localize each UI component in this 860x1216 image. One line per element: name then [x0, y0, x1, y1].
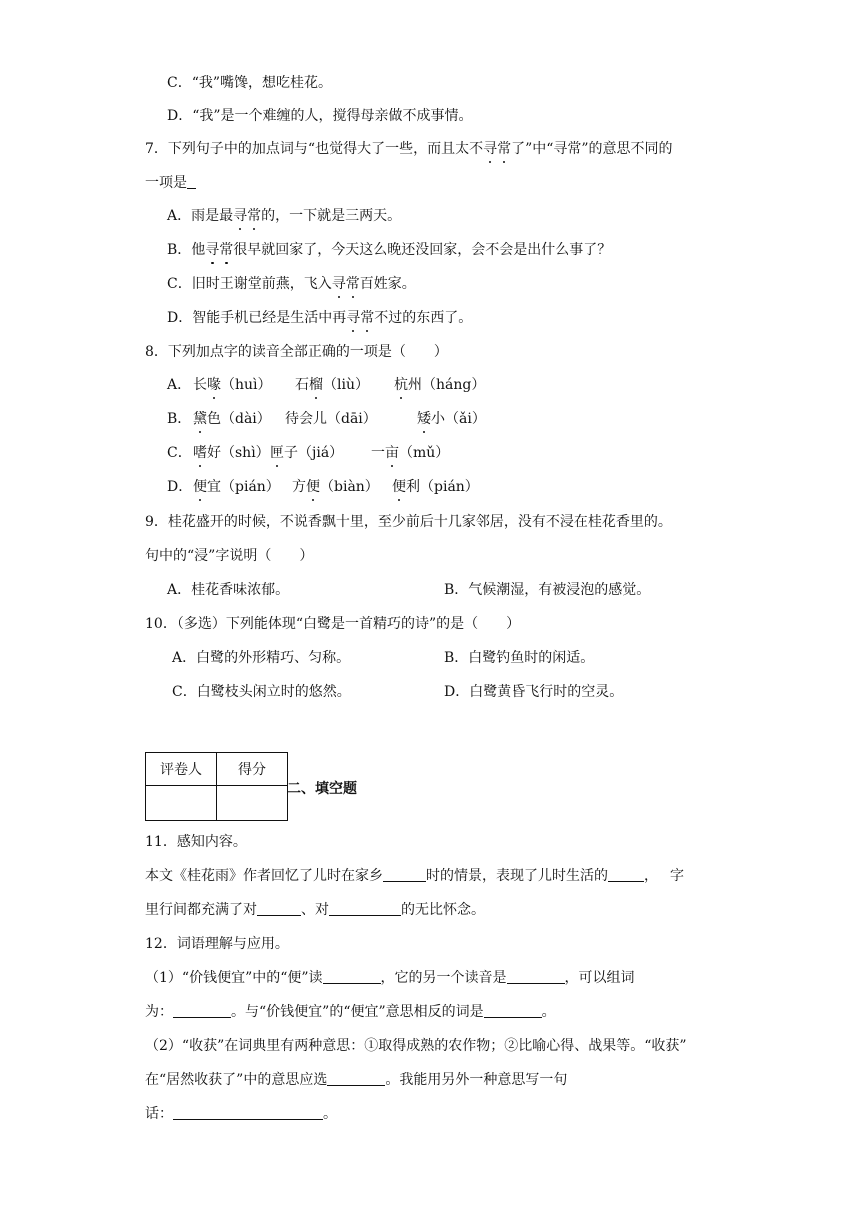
q12-text: 话：: [145, 1106, 173, 1122]
q9-stem-line1: 9．桂花盛开的时候，不说香飘十里，至少前后十几家邻居，没有不浸在桂花香里的。: [145, 514, 672, 530]
dotted-char: 常: [345, 276, 360, 292]
q12-part1-line2: [145, 1002, 556, 1022]
word-char: 石: [295, 377, 309, 393]
q12-text: ，它的另一个读音是: [380, 970, 507, 986]
pinyin: （biàn）: [320, 479, 379, 495]
pinyin: （pián）: [420, 479, 479, 495]
dotted-char: 寻: [483, 141, 498, 157]
q12-part2-line2: [145, 1070, 567, 1090]
dotted-char: 便: [193, 479, 207, 495]
q12-part2-line3: [145, 1104, 337, 1124]
q8-option-d-label: D．: [167, 479, 193, 495]
q12-text: 。与“价钱便宜”的“便宜”意思相反的词是: [231, 1004, 484, 1020]
pinyin: （huì）: [221, 377, 272, 393]
q8-option-b-word2: [285, 409, 377, 429]
pinyin: （háng）: [422, 377, 486, 393]
q7-option-a: [167, 206, 401, 226]
dotted-char: 便: [306, 479, 320, 495]
q10-option-a: A．白鹭的外形精巧、匀称。: [172, 650, 351, 666]
dotted-char: 喙: [207, 377, 221, 393]
q11-text: 、对: [301, 902, 329, 918]
q8-stem: 8．下列加点字的读音全部正确的一项是（ ）: [145, 344, 448, 360]
q11-line2: [145, 900, 485, 920]
q7-stem-line1: [145, 139, 673, 159]
word-char: 宜: [207, 479, 221, 495]
dotted-char: 常: [360, 310, 375, 326]
q10-option-c: C．白鹭枝头闲立时的悠然。: [172, 684, 351, 700]
grading-table: [145, 752, 288, 821]
q9-stem-line2: 句中的“浸”字说明（ ）: [145, 548, 314, 564]
dotted-char: 寻: [346, 310, 361, 326]
answer-blank[interactable]: [383, 867, 426, 882]
q8-option-c-label: C．: [167, 445, 192, 461]
q8-option-c-word2: [270, 443, 343, 463]
word-char: 好: [207, 445, 221, 461]
option-text: 不过的东西了。: [374, 310, 473, 326]
dotted-char: 匣: [270, 445, 284, 461]
dotted-char: 寻: [233, 208, 248, 224]
option-text: C．旧时王谢堂前燕，飞入: [167, 276, 332, 292]
dotted-char: 矮: [417, 411, 431, 427]
q12-text: 。: [541, 1004, 556, 1020]
section-title: 二、填空题: [287, 781, 357, 797]
q11-stem: 11．感知内容。: [145, 834, 247, 850]
q11-text: 本文《桂花雨》作者回忆了儿时在家乡: [145, 868, 383, 884]
answer-blank[interactable]: [507, 969, 565, 984]
q8-option-a-word2: [295, 375, 369, 395]
q8-option-d-word3: [392, 477, 479, 497]
word-char: 一: [371, 445, 385, 461]
q11-text: 里行间都充满了对: [145, 902, 257, 918]
q12-text: ，可以组词: [564, 970, 635, 986]
dotted-char: 便: [392, 479, 406, 495]
q7-option-b: [167, 240, 611, 260]
answer-blank[interactable]: [257, 901, 301, 916]
q8-option-d-word2: [292, 477, 379, 497]
answer-blank[interactable]: [173, 1105, 323, 1120]
word-char: 长: [193, 377, 207, 393]
option-text: 百姓家。: [359, 276, 416, 292]
word-char: 子: [284, 445, 298, 461]
q7-option-d: [167, 308, 472, 328]
q10-option-b: B．白鹭钓鱼时的闲适。: [444, 650, 595, 666]
dotted-char: 常: [247, 208, 262, 224]
reviewer-cell[interactable]: [146, 786, 217, 821]
q11-text: 的无比怀念。: [401, 902, 485, 918]
pinyin: （shì）: [221, 445, 270, 461]
dotted-char: 杭: [394, 377, 408, 393]
answer-blank[interactable]: [173, 1003, 231, 1018]
answer-blank[interactable]: [484, 1003, 542, 1018]
q7-option-c: [167, 274, 416, 294]
dotted-char: 常: [497, 141, 512, 157]
answer-blank[interactable]: [323, 969, 381, 984]
q6-option-c: C．“我”嘴馋，想吃桂花。: [167, 75, 333, 91]
word-char: 待会儿: [285, 411, 327, 427]
option-text: D．智能手机已经是生活中再: [167, 310, 347, 326]
q8-option-d-word1: [193, 477, 280, 497]
word-char: 小: [431, 411, 445, 427]
dotted-char: 嗜: [193, 445, 207, 461]
pinyin: （dāi）: [327, 411, 377, 427]
pinyin: （liù）: [323, 377, 369, 393]
dotted-char: 榴: [309, 377, 323, 393]
dotted-char: 寻: [331, 276, 346, 292]
pinyin: （pián）: [221, 479, 280, 495]
answer-blank[interactable]: [327, 1071, 385, 1086]
option-text: B．他: [167, 242, 206, 258]
q10-option-d: D．白鹭黄昏飞行时的空灵。: [444, 684, 624, 700]
q12-stem: 12．词语理解与应用。: [145, 936, 289, 952]
q12-text: （1）“价钱便宜”中的“便”读: [145, 970, 323, 986]
q10-stem: 10．（多选）下列能体现“白鹭是一首精巧的诗”的是（ ）: [145, 616, 521, 632]
q8-option-b-label: B．: [167, 411, 192, 427]
word-char: 色: [207, 411, 221, 427]
answer-blank[interactable]: [329, 901, 401, 916]
option-text: 很早就回家了，今天这么晚还没回家，会不会是出什么事了？: [233, 242, 612, 258]
reviewer-header: 评卷人: [146, 753, 217, 786]
q8-option-b-word3: [417, 409, 486, 429]
q12-text: 为：: [145, 1004, 173, 1020]
word-char: 利: [406, 479, 420, 495]
q7-stem-text-a: 7．下列句子中的加点词与“也觉得大了一些，而且太不: [145, 141, 484, 157]
dotted-char: 亩: [385, 445, 399, 461]
q8-option-b-word1: [193, 409, 271, 429]
dotted-char: 常: [219, 242, 234, 258]
answer-blank[interactable]: [608, 867, 644, 882]
q7-stem-text-c: 一项是: [145, 175, 187, 191]
q8-option-c-word3: [371, 443, 449, 463]
score-cell[interactable]: [217, 786, 288, 821]
dotted-char: 寻: [205, 242, 220, 258]
pinyin: （jiá）: [298, 445, 344, 461]
q7-stem-text-b: 了”中“寻常”的意思不同的: [511, 141, 673, 157]
option-text: 的，一下就是三两天。: [261, 208, 402, 224]
q12-part2-line1: （2）“收获”在词典里有两种意思：①取得成熟的农作物；②比喻心得、战果等。“收获”: [145, 1038, 687, 1054]
q7-stem-line2: [145, 173, 196, 193]
option-text: A．雨是最: [167, 208, 234, 224]
q6-option-d: D．“我”是一个难缠的人，搅得母亲做不成事情。: [167, 108, 473, 124]
pinyin: （mǔ）: [399, 445, 450, 461]
pinyin: （dài）: [221, 411, 271, 427]
word-char: 方: [292, 479, 306, 495]
q8-option-a-label: A．: [167, 377, 192, 393]
q9-option-a: A．桂花香味浓郁。: [167, 582, 290, 598]
word-char: 州: [408, 377, 422, 393]
score-header: 得分: [217, 753, 288, 786]
q8-option-a-word3: [394, 375, 485, 395]
q12-part1-line1: [145, 968, 635, 988]
q12-text: 在“居然收获了”中的意思应选: [145, 1072, 328, 1088]
q11-text: 时的情景，表现了儿时生活的: [426, 868, 608, 884]
q12-text: 。: [323, 1106, 337, 1122]
q11-text: ，字: [644, 868, 696, 884]
q8-option-c-word1: [193, 443, 270, 463]
dotted-char: 黛: [193, 411, 207, 427]
pinyin: （ǎi）: [445, 411, 486, 427]
q12-text: 。我能用另外一种意思写一句: [385, 1072, 568, 1088]
answer-blank[interactable]: [187, 174, 196, 189]
q9-option-b: B．气候潮湿，有被浸泡的感觉。: [444, 582, 651, 598]
q11-line1: [145, 866, 696, 886]
q8-option-a-word1: [193, 375, 272, 395]
